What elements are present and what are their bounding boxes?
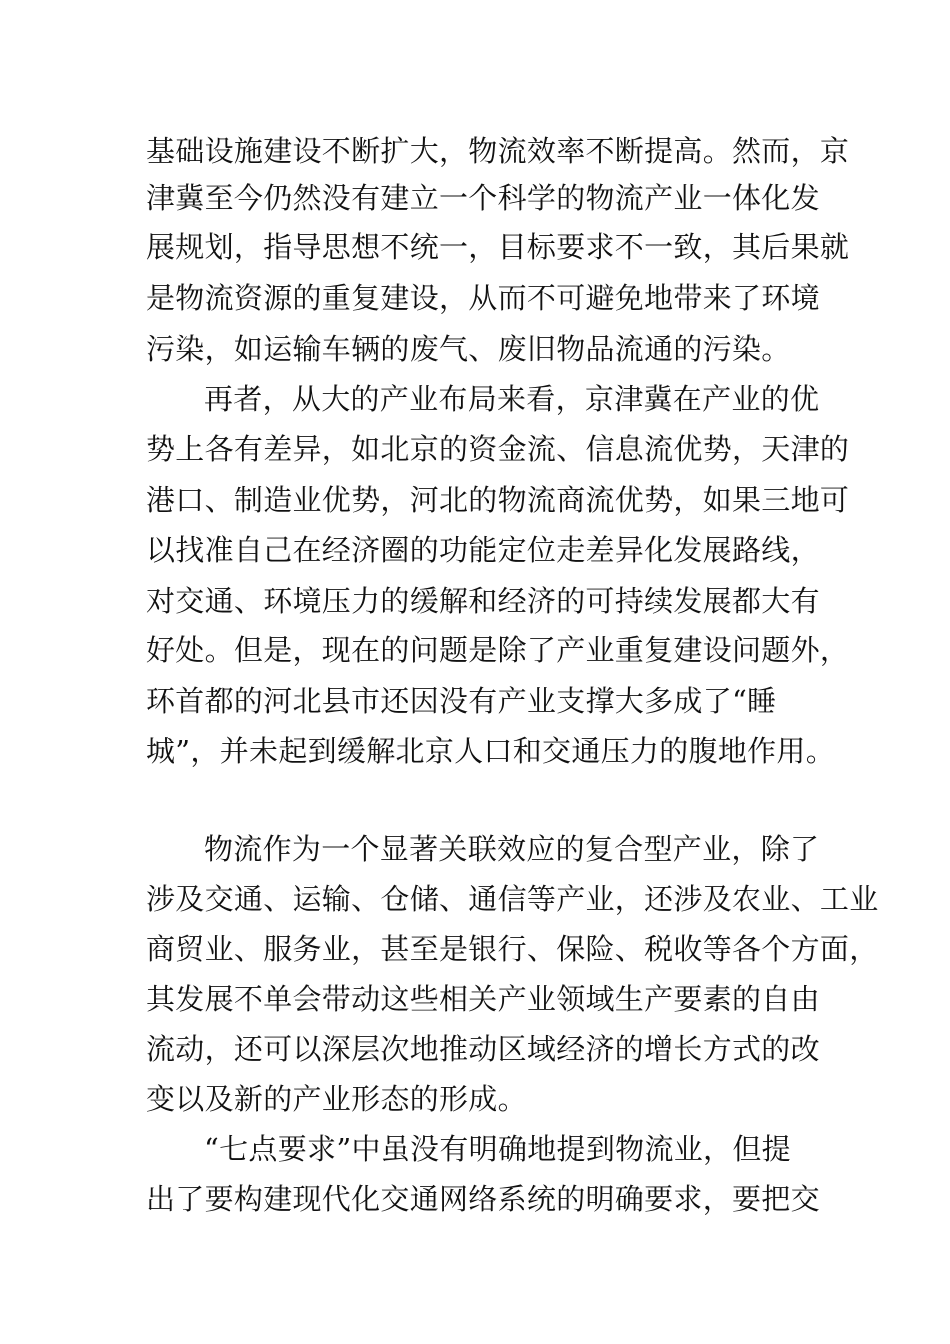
text-line: 好处。但是，现在的问题是除了产业重复建设问题外， bbox=[146, 633, 850, 667]
text-line: 对交通、环境压力的缓解和经济的可持续发展都大有 bbox=[146, 584, 820, 618]
paragraph-start-line: 再者，从大的产业布局来看，京津冀在产业的优 bbox=[204, 382, 820, 416]
text-line: 展规划，指导思想不统一，目标要求不一致，其后果就 bbox=[146, 230, 850, 264]
text-line: 是物流资源的重复建设，从而不可避免地带来了环境 bbox=[146, 281, 820, 315]
text-line: 其发展不单会带动这些相关产业领域生产要素的自由 bbox=[146, 982, 820, 1016]
text-line: 出了要构建现代化交通网络系统的明确要求，要把交 bbox=[146, 1182, 820, 1216]
text-line: 商贸业、服务业，甚至是银行、保险、税收等各个方面， bbox=[146, 932, 879, 966]
text-line: 流动，还可以深层次地推动区域经济的增长方式的改 bbox=[146, 1032, 820, 1066]
text-line: 势上各有差异，如北京的资金流、信息流优势，天津的 bbox=[146, 432, 850, 466]
text-line: 以找准自己在经济圈的功能定位走差异化发展路线， bbox=[146, 533, 820, 567]
text-line: 基础设施建设不断扩大，物流效率不断提高。然而，京 bbox=[146, 134, 850, 168]
text-line: 城”，并未起到缓解北京人口和交通压力的腹地作用。 bbox=[146, 734, 836, 768]
text-line: 涉及交通、运输、仓储、通信等产业，还涉及农业、工业 bbox=[146, 882, 879, 916]
paragraph-start-line: 物流作为一个显著关联效应的复合型产业，除了 bbox=[204, 832, 820, 866]
text-line: 污染，如运输车辆的废气、废旧物品流通的污染。 bbox=[146, 332, 791, 366]
text-line: 津冀至今仍然没有建立一个科学的物流产业一体化发 bbox=[146, 181, 820, 215]
text-line: 港口、制造业优势，河北的物流商流优势，如果三地可 bbox=[146, 483, 850, 517]
text-line: 变以及新的产业形态的形成。 bbox=[146, 1082, 527, 1116]
text-line: 环首都的河北县市还因没有产业支撑大多成了“睡 bbox=[146, 684, 777, 718]
paragraph-start-line: “七点要求”中虽没有明确地提到物流业，但提 bbox=[204, 1132, 791, 1166]
